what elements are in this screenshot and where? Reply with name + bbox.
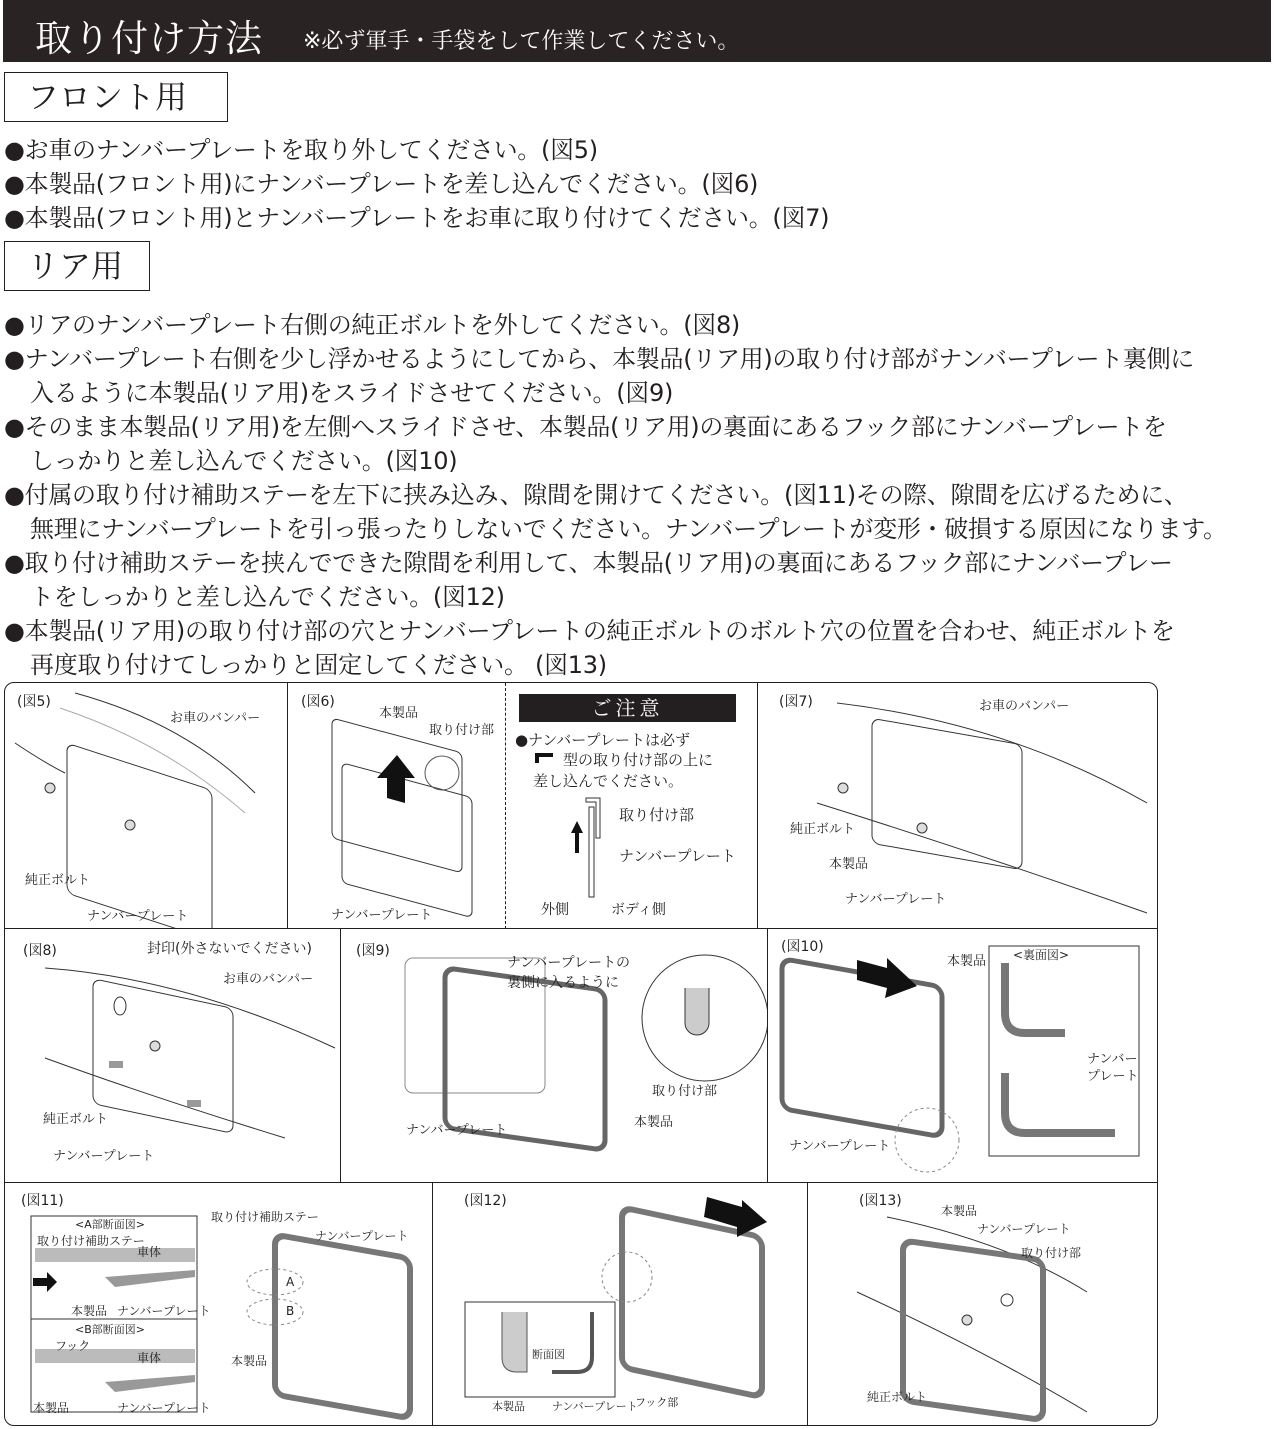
figure-6: [287, 683, 506, 929]
caution-line-3: 差し込んでください。: [533, 772, 684, 790]
label-product-a: 本製品: [71, 1304, 108, 1318]
figure-12: [432, 1182, 808, 1425]
caution-line-1: ●ナンバープレートは必ず: [515, 731, 690, 749]
label-plate: ナンバープレート: [406, 1123, 508, 1138]
figure-8-title: (図8): [23, 943, 57, 959]
label-product-main: 本製品: [231, 1354, 268, 1368]
caution-box: [505, 683, 758, 929]
label-product: 本製品: [634, 1115, 674, 1130]
label-bolt: 純正ボルト: [25, 873, 91, 888]
rear-step-3: ●そのまま本製品(リア用)を左側へスライドさせ、本製品(リア用)の裏面にあるフック部にナンバープレートを: [4, 413, 1167, 441]
figure-6-title: (図6): [301, 694, 335, 710]
safety-note: ※必ず軍手・手袋をして作業してください。: [303, 29, 740, 54]
bracket-icon: [535, 753, 553, 763]
label-plate-2: プレート: [1087, 1069, 1139, 1084]
figure-5: [5, 683, 288, 929]
label-plate: ナンバープレート: [87, 909, 189, 924]
header-bar: [3, 0, 1271, 62]
label-plate-1: ナンバー: [1087, 1052, 1138, 1067]
figure-10-title: (図10): [781, 939, 824, 955]
label-bumper: お車のバンパー: [223, 972, 314, 987]
label-bolt: 純正ボルト: [867, 1390, 928, 1404]
label-mount: 取り付け部: [429, 723, 495, 738]
figure-13-title: (図13): [859, 1193, 902, 1209]
front-step-1: ●お車のナンバープレートを取り外してください。(図5): [4, 136, 598, 164]
caution-line-2: 型の取り付け部の上に: [563, 751, 714, 769]
label-product-b: 本製品: [33, 1401, 70, 1415]
rear-step-5: ●取り付け補助ステーを挟んでできた隙間を利用して、本製品(リア用)の裏面にあるフック部にナンバープレー: [4, 549, 1173, 577]
label-bumper: お車のバンパー: [979, 699, 1070, 714]
label-plate-a: ナンバープレート: [117, 1304, 211, 1318]
figure-10: [767, 928, 1157, 1183]
figure-12-title: (図12): [464, 1193, 507, 1209]
rear-step-4: ●付属の取り付け補助ステーを左下に挟み込み、隙間を開けてください。(図11)その際、隙間を広げるために、: [4, 481, 1188, 509]
figure-11: [5, 1182, 433, 1425]
front-heading: フロント用: [4, 72, 228, 122]
page-title: 取り付け方法: [35, 17, 263, 60]
label-product: 本製品: [947, 954, 987, 969]
label-stay-main: 取り付け補助ステー: [211, 1210, 319, 1224]
figure-8: [5, 928, 341, 1183]
caution-label-mount: 取り付け部: [619, 806, 695, 824]
rear-step-1: ●リアのナンバープレート右側の純正ボルトを外してください。(図8): [4, 311, 740, 339]
label-product: 本製品: [829, 857, 869, 872]
rear-step-6: ●本製品(リア用)の取り付け部の穴とナンバープレートの純正ボルトのボルト穴の位置を合わせ、純正ボルトを: [4, 617, 1175, 645]
front-step-2: ●本製品(フロント用)にナンバープレートを差し込んでください。(図6): [4, 170, 759, 198]
figure-9: [340, 928, 768, 1183]
label-hook: フック: [55, 1339, 91, 1353]
label-plate: ナンバープレート: [552, 1400, 638, 1413]
figure-13: [807, 1182, 1157, 1425]
figure-11-title: (図11): [21, 1193, 64, 1209]
label-note-2: 裏側に入るように: [507, 975, 619, 991]
label-a: A: [286, 1275, 295, 1289]
figure-7-illustration: [757, 683, 1157, 928]
front-step-3: ●本製品(フロント用)とナンバープレートをお車に取り付けてください。(図7): [4, 204, 830, 232]
label-section-a: <A部断面図>: [75, 1218, 145, 1231]
label-bumper: お車のバンパー: [170, 711, 261, 726]
figure-5-title: (図5): [17, 694, 51, 710]
rear-step-5-cont: トをしっかりと差し込んでください。(図12): [30, 583, 505, 611]
label-plate: ナンバープレート: [53, 1149, 155, 1164]
figure-7: [757, 683, 1157, 929]
figure-7-title: (図7): [779, 694, 813, 710]
label-b: B: [286, 1304, 295, 1318]
figure-9-title: (図9): [356, 943, 390, 959]
rear-step-2: ●ナンバープレート右側を少し浮かせるようにしてから、本製品(リア用)の取り付け部がナンバープレート裏側に: [4, 345, 1194, 373]
label-body-a: 車体: [137, 1245, 162, 1259]
rear-step-6-cont: 再度取り付けてしっかりと固定してください。 (図13): [30, 651, 607, 679]
label-stay: 取り付け補助ステー: [37, 1234, 145, 1248]
label-product: 本製品: [492, 1400, 525, 1413]
label-mount: 取り付け部: [652, 1084, 718, 1099]
label-product: 本製品: [379, 706, 419, 721]
figure-grid: [4, 682, 1158, 1426]
rear-heading: リア用: [4, 241, 150, 291]
rear-step-4-cont: 無理にナンバープレートを引っ張ったりしないでください。ナンバープレートが変形・破損する原因になります。: [30, 515, 1227, 543]
label-product: 本製品: [941, 1204, 978, 1218]
label-back-view: <裏面図>: [1013, 948, 1070, 962]
label-plate-b: ナンバープレート: [117, 1401, 211, 1415]
figure-12-illustration: [432, 1182, 807, 1425]
rear-step-3-cont: しっかりと差し込んでください。(図10): [30, 447, 458, 475]
label-note-1: ナンバープレートの: [507, 955, 631, 971]
label-section: 断面図: [532, 1348, 565, 1361]
label-mount: 取り付け部: [1021, 1246, 1082, 1260]
label-section-b: <B部断面図>: [75, 1323, 145, 1336]
caution-label-plate: ナンバープレート: [619, 847, 736, 865]
label-body-b: 車体: [137, 1351, 162, 1365]
label-seal: 封印(外さないでください): [147, 941, 312, 957]
label-plate: ナンバープレート: [331, 908, 433, 923]
figure-8-illustration: [5, 928, 340, 1182]
label-plate: ナンバープレート: [845, 892, 947, 907]
label-bolt: 純正ボルト: [43, 1112, 109, 1127]
label-hook: フック部: [635, 1396, 679, 1409]
rear-step-2-cont: 入るように本製品(リア用)をスライドさせてください。(図9): [30, 379, 674, 407]
label-plate: ナンバープレート: [789, 1139, 891, 1154]
label-bolt: 純正ボルト: [790, 822, 856, 837]
label-plate: ナンバープレート: [977, 1222, 1071, 1236]
figure-13-illustration: [807, 1182, 1157, 1425]
caution-title: ご注意: [519, 694, 736, 722]
label-plate-main: ナンバープレート: [315, 1229, 409, 1243]
label-outer-side: 外側: [541, 902, 569, 918]
label-body-side: ボディ側: [611, 902, 666, 918]
